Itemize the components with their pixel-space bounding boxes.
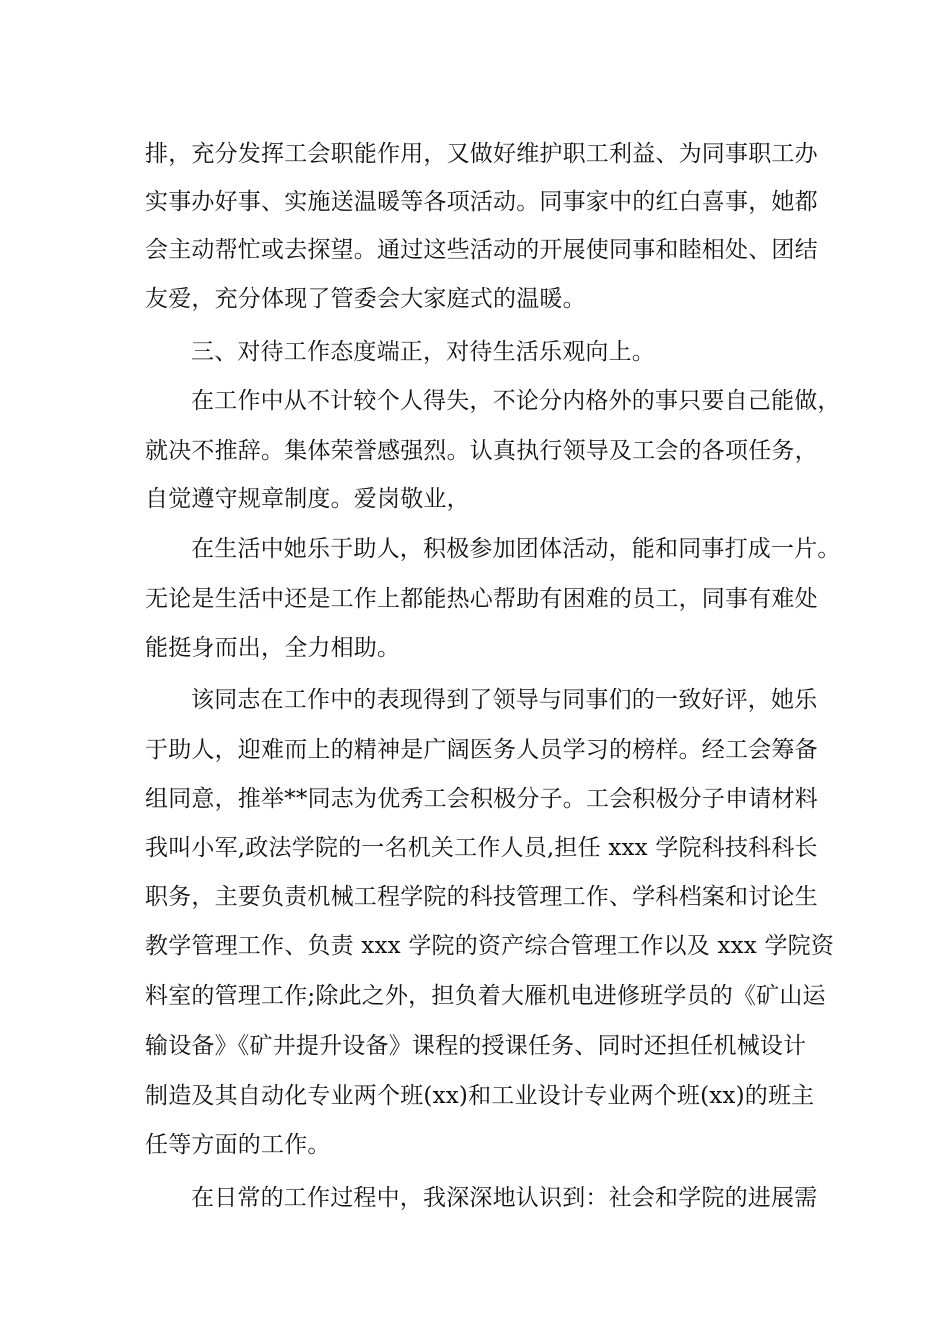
- text-line: 在工作中从不计较个人得失，不论分内格外的事只要自己能做，: [191, 388, 841, 414]
- text-line: 教学管理工作、负责 xxx 学院的资产综合管理工作以及 xxx 学院资: [145, 933, 835, 959]
- text-line: 制造及其自动化专业两个班(xx)和工业设计专业两个班(xx)的班主: [145, 1083, 815, 1109]
- text-line: 会主动帮忙或去探望。通过这些活动的开展使同事和睦相处、团结: [145, 237, 818, 263]
- text-line: 在生活中她乐于助人，积极参加团体活动，能和同事打成一片。: [191, 536, 841, 562]
- text-line: 排，充分发挥工会职能作用，又做好维护职工利益、为同事职工办: [145, 141, 818, 167]
- text-line: 职务，主要负责机械工程学院的科技管理工作、学科档案和讨论生: [145, 884, 818, 910]
- text-line: 自觉遵守规章制度。爱岗敬业，: [145, 486, 470, 512]
- text-line: 就决不推辞。集体荣誉感强烈。认真执行领导及工会的各项任务，: [145, 438, 818, 464]
- text-line: 于助人，迎难而上的精神是广阔医务人员学习的榜样。经工会筹备: [145, 737, 818, 763]
- text-line: 输设备》《矿井提升设备》课程的授课任务、同时还担任机械设计: [145, 1033, 807, 1059]
- text-line: 无论是生活中还是工作上都能热心帮助有困难的员工，同事有难处: [145, 586, 818, 612]
- text-line: 实事办好事、实施送温暖等各项活动。同事家中的红白喜事，她都: [145, 189, 818, 215]
- text-line: 友爱，充分体现了管委会大家庭式的温暖。: [145, 286, 586, 312]
- text-line: 任等方面的工作。: [145, 1132, 331, 1158]
- text-line: 该同志在工作中的表现得到了领导与同事们的一致好评，她乐: [191, 687, 818, 713]
- section-heading: 三、对待工作态度端正，对待生活乐观向上。: [191, 339, 655, 365]
- text-line: 组同意，推举**同志为优秀工会积极分子。工会积极分子申请材料: [145, 786, 818, 812]
- text-line: 我叫小军,政法学院的一名机关工作人员,担任 xxx 学院科技科科长: [145, 835, 818, 861]
- text-line: 料室的管理工作;除此之外，担负着大雁机电进修班学员的《矿山运: [145, 983, 826, 1009]
- text-line: 能挺身而出，全力相助。: [145, 635, 401, 661]
- text-line: 在日常的工作过程中，我深深地认识到：社会和学院的进展需: [191, 1185, 818, 1211]
